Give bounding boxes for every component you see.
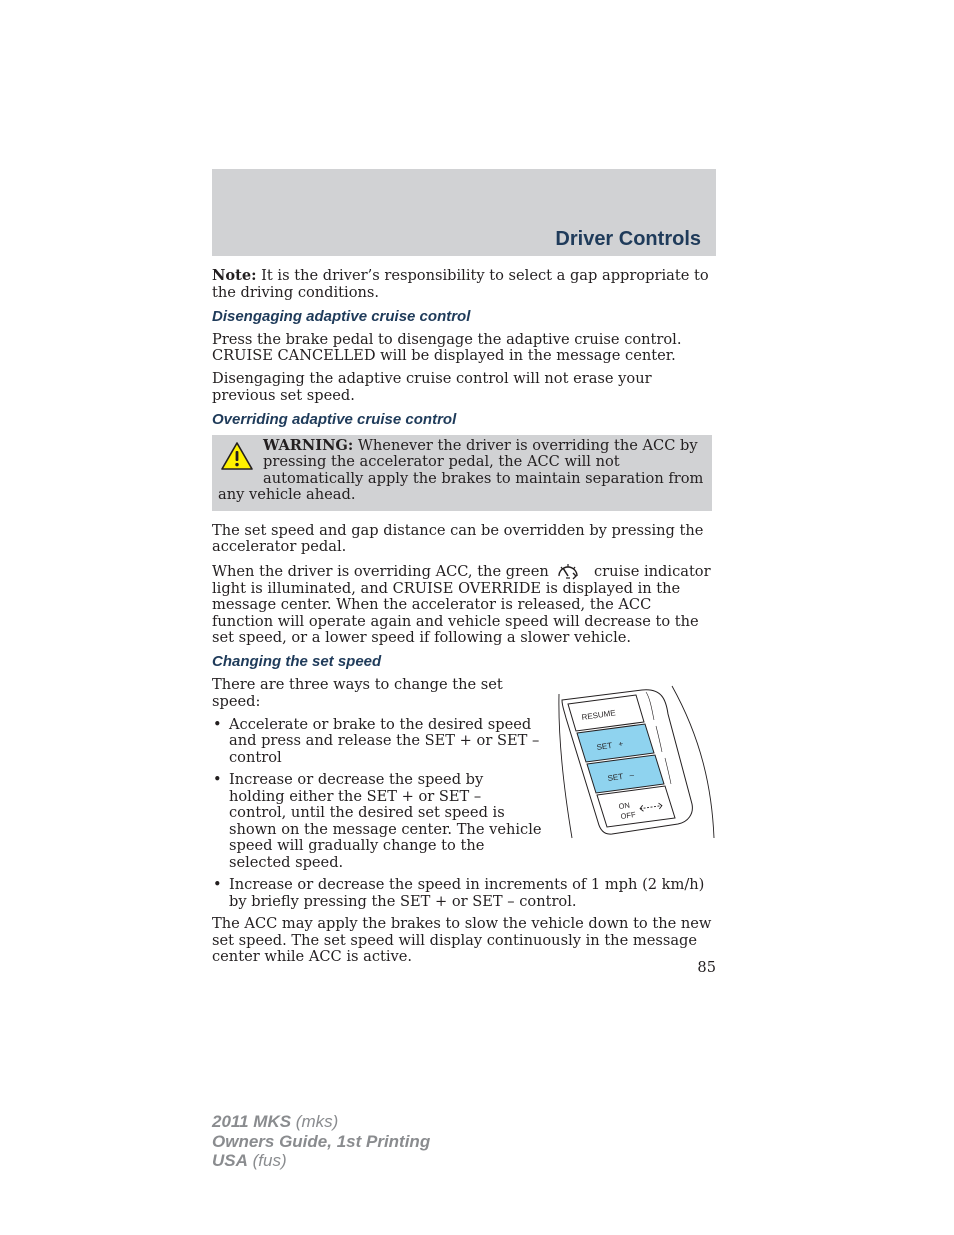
warning-triangle-icon: [220, 441, 254, 471]
note-paragraph: [212, 268, 712, 301]
footer-market-code: (fus): [247, 1151, 287, 1170]
footer-line-2: [212, 1132, 430, 1152]
note-text: It is the driver’s responsibility to select a gap appropriate to the driving conditions.: [212, 267, 709, 301]
overriding-paragraph-1: The set speed and gap distance can be overridden by pressing the accelerator pedal.: [212, 521, 704, 555]
cruise-indicator-icon: [553, 562, 589, 580]
list-item: [212, 717, 712, 767]
page-number: 85: [697, 959, 716, 976]
list-item-text: Increase or decrease the speed in increments of 1 mph (2 km/h) by briefly pressing the SET + or SET – control.: [229, 876, 705, 910]
set-plus-label: SET +: [596, 739, 624, 752]
off-label: OFF: [620, 809, 637, 821]
footer-line-1: [212, 1112, 430, 1132]
disengaging-paragraph-2: Disengaging the adaptive cruise control will not erase your previous set speed.: [212, 370, 652, 404]
footer-line-3: [212, 1151, 430, 1171]
changing-intro: There are three ways to change the set speed:: [212, 676, 503, 710]
list-item-text: Accelerate or brake to the desired speed and press and release the SET + or SET – control: [229, 715, 540, 766]
set-minus-label: SET –: [607, 770, 635, 783]
heading-disengaging: Disengaging adaptive cruise control: [212, 307, 471, 325]
footer-guide-edition: Owners Guide, 1st Printing: [212, 1131, 431, 1151]
overriding-text-after-icon: cruise indicator light is illuminated, and CRUISE OVERRIDE is displayed in the message center. When the accelerator is released, the ACC function will operate again and vehicle speed will decrease to the set speed, or a lower speed if following a slower vehicle.: [212, 563, 711, 646]
section-title: Driver Controls: [555, 228, 701, 250]
footer-model-code: (mks): [291, 1112, 339, 1131]
warning-label: WARNING:: [263, 436, 354, 454]
document-footer: [212, 1112, 430, 1171]
page-content: [212, 268, 712, 972]
bullet: •: [213, 876, 222, 893]
heading-changing: Changing the set speed: [212, 653, 382, 670]
bullet: •: [213, 771, 222, 788]
overriding-paragraph-2: [212, 562, 712, 647]
footer-market: USA: [212, 1151, 248, 1170]
disengaging-paragraph-1: Press the brake pedal to disengage the adaptive cruise control. CRUISE CANCELLED will be displayed in the message center.: [212, 330, 682, 364]
list-item: [212, 772, 712, 871]
resume-label: RESUME: [581, 708, 617, 722]
list-item-text: Increase or decrease the speed by holding either the SET + or SET – control, until the desired set speed is shown on the message center. The vehicle speed will gradually change to the selected speed.: [229, 771, 542, 871]
warning-box: [212, 435, 712, 511]
section-header-band: [212, 169, 716, 256]
note-label: Note:: [212, 267, 257, 284]
on-label: ON: [618, 800, 631, 811]
list-item: [212, 877, 712, 910]
overriding-text-before-icon: When the driver is overriding ACC, the green: [212, 563, 554, 580]
bullet: •: [213, 715, 222, 733]
warning-text: Whenever the driver is overriding the ACC by pressing the accelerator pedal, the ACC will not automatically apply the brakes to maintain separation from any vehicle ahead.: [218, 436, 704, 503]
footer-model: 2011 MKS: [212, 1112, 292, 1131]
set-speed-methods-list: [212, 717, 712, 911]
heading-overriding: Overriding adaptive cruise control: [212, 410, 457, 428]
changing-closing-paragraph: The ACC may apply the brakes to slow the vehicle down to the new set speed. The set speed will display continuously in the message center while ACC is active.: [212, 915, 712, 965]
